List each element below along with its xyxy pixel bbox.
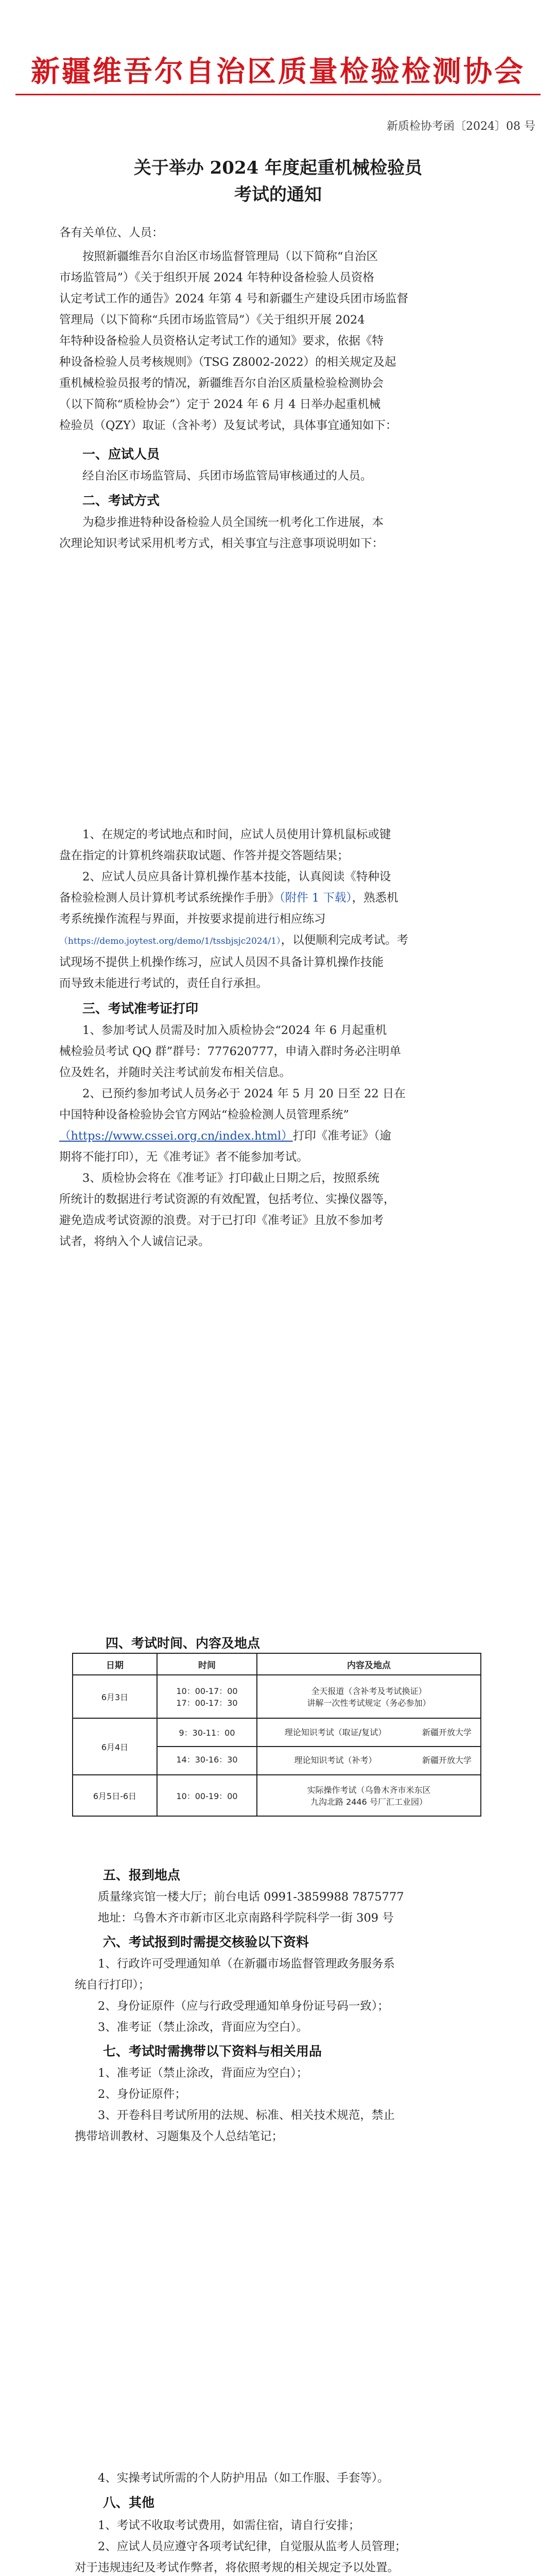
cell-time: 10：00-19：00 <box>157 1775 257 1816</box>
intro-line: 重机械检验员报考的情况，新疆维吾尔自治区质量检验检测协会 <box>59 377 384 390</box>
cell-date: 6月5日-6日 <box>73 1775 157 1816</box>
section-1-text: 经自治区市场监管局、兵团市场监管局审核通过的人员。 <box>82 469 372 483</box>
item-line: 携带培训教材、习题集及个人总结笔记； <box>75 2130 284 2143</box>
col-header-content: 内容及地点 <box>257 1653 481 1675</box>
table-row <box>73 1775 481 1816</box>
item-line: 对于违规违纪及考试作弊者，将依照考规的相关规定予以处置。 <box>75 2561 399 2574</box>
document-number: 新质检协考函〔2024〕08 号 <box>387 120 535 133</box>
item-line: 1、考试不收取考试费用，如需住宿，请自行安排； <box>98 2519 360 2532</box>
red-divider <box>15 94 541 95</box>
attachment-download-link[interactable]: （附件 1 下载） <box>279 891 352 905</box>
item-text: ，熟悉机 <box>352 891 398 905</box>
schedule-table <box>72 1653 481 1817</box>
item-text: 打印《准考证》（逾 <box>292 1129 391 1143</box>
item-line <box>59 1126 507 1147</box>
item-text: ，以便顺利完成考试。考 <box>281 934 409 947</box>
section-2-line: 为稳步推进特种设备检验人员全国统一机考化工作进展，本 <box>82 516 384 529</box>
section-1-title: 一、应试人员 <box>82 447 160 462</box>
time-text: 17：00-17：30 <box>176 1698 238 1708</box>
item-line: 2、身份证原件（应与行政受理通知单身份证号码一致）； <box>98 1999 389 2013</box>
item-line <box>59 888 507 909</box>
col-header-date: 日期 <box>73 1653 157 1675</box>
item-line: 统自行打印）； <box>75 1978 150 1992</box>
notice-title-line1: 关于举办 2024 年度起重机械检验员 <box>133 158 423 178</box>
item-line: 位及姓名，并随时关注考试前发布相关信息。 <box>59 1066 291 1079</box>
item-text: 备检验检测人员计算机考试系统操作手册》 <box>59 891 280 905</box>
section-6-body <box>75 1954 507 2038</box>
content-text: 九沟北路 2446 号厂汇工业园） <box>310 1797 427 1807</box>
place-text: 新疆开放大学 <box>422 1727 472 1737</box>
item-line: 试者，将纳入个人诚信记录。 <box>59 1235 210 1248</box>
col-header-time: 时间 <box>157 1653 257 1675</box>
intro-line: 市场监管局”）《关于组织开展 2024 年特种设备检验人员资格 <box>59 271 374 284</box>
item-line: 1、在规定的考试地点和时间，应试人员使用计算机鼠标或键 <box>82 828 391 841</box>
org-title: 新疆维吾尔自治区质量检验检测协会 <box>31 55 525 89</box>
demo-practice-link[interactable]: （https://demo.joytest.org/demo/1/tssbjsjc2024/1） <box>59 936 281 946</box>
content-split <box>257 1747 480 1774</box>
salutation: 各有关单位、人员： <box>59 226 164 240</box>
item-line: 1、准考证（禁止涂改，背面应为空白）； <box>98 2066 308 2080</box>
time-text: 9：30-11：00 <box>158 1720 256 1747</box>
item-line: 考系统操作流程与界面，并按要求提前进行相应练习 <box>59 912 326 926</box>
cell-time <box>157 1675 257 1718</box>
section-2-text <box>59 512 507 554</box>
section-6-title: 六、考试报到时需提交核验以下资料 <box>103 1935 309 1950</box>
cell-date: 6月3日 <box>73 1675 157 1718</box>
item-line: 1、参加考试人员需及时加入质检协会“2024 年 6 月起重机 <box>82 1024 387 1037</box>
section-3-title: 三、考试准考证打印 <box>82 1001 199 1016</box>
cell-content <box>257 1775 481 1816</box>
place-text: 新疆开放大学 <box>422 1755 472 1765</box>
content-text: 理论知识考试（补考） <box>294 1755 377 1765</box>
intro-line: 年特种设备检验人员资格认定考试工作的通知》要求，依据《特 <box>59 334 384 348</box>
section-5-title: 五、报到地点 <box>103 1868 181 1883</box>
section-4-title: 四、考试时间、内容及地点 <box>106 1636 260 1651</box>
item-line: 盘在指定的计算机终端获取试题、作答并提交答题结果； <box>59 849 349 862</box>
section-3-body <box>59 1020 507 1252</box>
intro-line: 认定考试工作的通告》2024 年第 4 号和新疆生产建设兵团市场监督 <box>59 292 409 306</box>
table-row <box>73 1718 481 1775</box>
intro-line: 检验员（QZY）取证（含补考）及复试考试，具体事宜通知如下： <box>59 419 397 432</box>
exam-mode-items <box>59 824 507 994</box>
content-text: 理论知识考试（取证/复试） <box>284 1727 387 1737</box>
intro-line: （以下简称“质检协会”）定于 2024 年 6 月 4 日举办起重机械 <box>59 398 381 411</box>
item-line: 1、行政许可受理通知单（在新疆市场监督管理政务服务系 <box>98 1957 395 1971</box>
intro-paragraph <box>59 246 507 436</box>
table-row <box>73 1675 481 1718</box>
item-line: 2、应试人员应具备计算机操作基本技能，认真阅读《特种设 <box>82 870 391 884</box>
item-line: 械检验员考试 QQ 群”群号：777620777，申请入群时务必注明单 <box>59 1045 402 1058</box>
section-7-item4: 4、实操考试所需的个人防护用品（如工作服、手套等）。 <box>98 2471 389 2485</box>
content-split <box>257 1719 480 1747</box>
content-text: 全天报道（含补考及考试换证） <box>311 1686 427 1696</box>
cell-date: 6月4日 <box>73 1718 157 1775</box>
item-line: 中国特种设备检验协会官方网站“检验检测人员管理系统” <box>59 1108 350 1122</box>
cell-content <box>257 1718 481 1775</box>
intro-line: 管理局（以下简称“兵团市场监管局”）《关于组织开展 2024 <box>59 313 365 327</box>
item-line: 3、准考证（禁止涂改，背面应为空白）。 <box>98 2021 308 2034</box>
cell-time <box>157 1718 257 1775</box>
time-text: 14：30-16：30 <box>176 1755 238 1765</box>
item-line: 3、开卷科目考试所用的法规、标准、相关技术规范，禁止 <box>98 2109 395 2122</box>
cell-content <box>257 1675 481 1718</box>
intro-line: 种设备检验人员考核规则》（TSG Z8002-2022）的相关规定及起 <box>59 355 396 369</box>
item-line: 质量缘宾馆一楼大厅；前台电话 0991-3859988 7875777 <box>98 1890 404 1904</box>
content-text: 讲解一次性考试规定（务必参加） <box>307 1698 431 1708</box>
item-line: 2、应试人员应遵守各项考试纪律，自觉服从监考人员管理； <box>98 2540 407 2553</box>
section-8-body <box>75 2515 507 2576</box>
time-text: 10：00-17：00 <box>176 1686 238 1696</box>
notice-title-line2: 考试的通知 <box>234 184 322 205</box>
cssei-website-link[interactable]: （https://www.cssei.org.cn/index.html） <box>59 1129 293 1143</box>
item-line: 期将不能打印），无《准考证》者不能参加考试。 <box>59 1150 308 1164</box>
section-2-line: 次理论知识考试采用机考方式，相关事宜与注意事项说明如下： <box>59 537 384 550</box>
item-line: 所统计的数据进行考试资源的有效配置，包括考位、实操仪器等， <box>59 1193 395 1206</box>
schedule-table-wrap <box>72 1653 481 1817</box>
item-line: 2、身份证原件； <box>98 2088 186 2101</box>
content-text: 实际操作考试（乌鲁木齐市米东区 <box>307 1785 431 1795</box>
item-line <box>59 930 507 952</box>
item-line: 3、质检协会将在《准考证》打印截止日期之后，按照系统 <box>82 1172 379 1185</box>
section-8-title: 八、其他 <box>103 2495 155 2510</box>
section-2-title: 二、考试方式 <box>82 493 160 508</box>
item-line: 避免造成考试资源的浪费。对于已打印《准考证》且放不参加考 <box>59 1214 384 1227</box>
item-line: 2、已预约参加考试人员务必于 2024 年 5 月 20 日至 22 日在 <box>82 1087 406 1100</box>
item-line: 地址：乌鲁木齐市新市区北京南路科学院科学一街 309 号 <box>98 1911 394 1925</box>
item-line: 试现场不提供上机操作练习，应试人员因不具备计算机操作技能 <box>59 956 384 969</box>
intro-line: 按照新疆维吾尔自治区市场监督管理局（以下简称“自治区 <box>82 250 378 263</box>
section-7-title: 七、考试时需携带以下资料与相关用品 <box>103 2044 322 2059</box>
section-5-body <box>75 1887 507 1929</box>
section-7-body <box>75 2063 507 2147</box>
table-header-row <box>73 1653 481 1675</box>
item-line: 而导致未能进行考试的，责任自行承担。 <box>59 977 268 990</box>
